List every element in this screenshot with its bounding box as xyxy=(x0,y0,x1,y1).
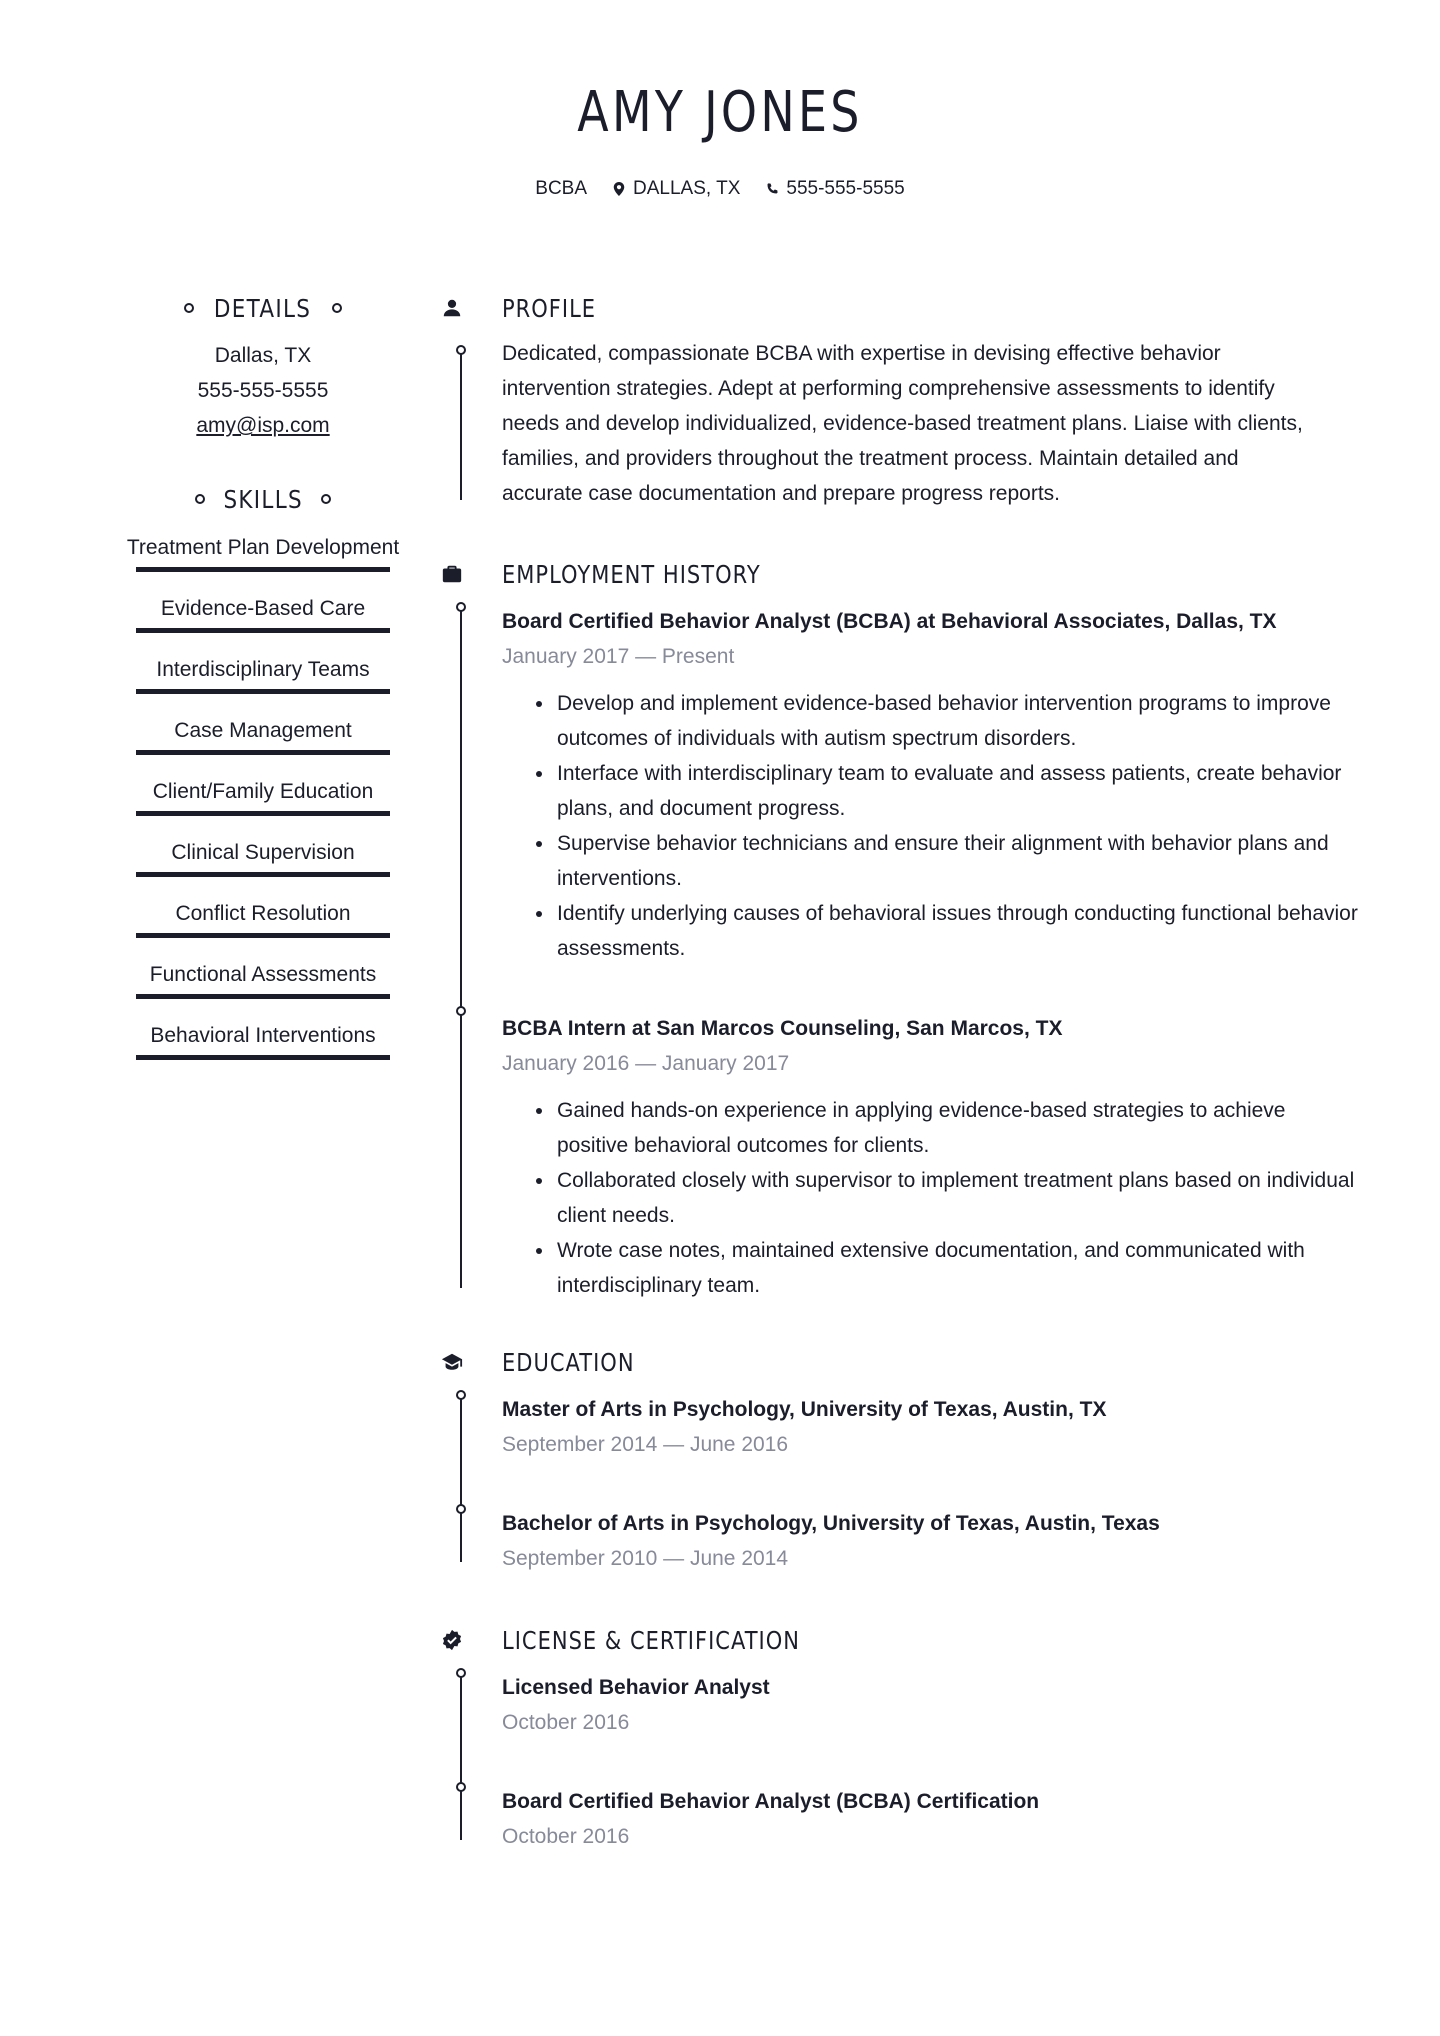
skill-bar xyxy=(136,567,390,572)
ring-icon xyxy=(184,303,194,313)
timeline-line xyxy=(460,352,462,500)
list-item: • Wrote case notes, maintained extensive documentation, and communicated with interdisciplinary team. xyxy=(555,1233,1360,1303)
license-title: Board Certified Behavior Analyst (BCBA) Certification xyxy=(502,1790,1040,1813)
skill-item: Interdisciplinary Teams xyxy=(110,651,416,694)
license-title: Licensed Behavior Analyst xyxy=(502,1676,770,1699)
skill-bar xyxy=(136,689,390,694)
timeline-node xyxy=(456,345,466,355)
skill-item: Evidence-Based Care xyxy=(110,590,416,633)
list-item: • Identify underlying causes of behavioral issues through conducting functional behavior assessments. xyxy=(555,896,1360,966)
badge-check-icon xyxy=(440,1628,464,1652)
skill-bar xyxy=(136,933,390,938)
ring-icon xyxy=(321,494,331,504)
job-title: BCBA Intern at San Marcos Counseling, San Marcos, TX xyxy=(502,1017,1063,1040)
degree-dates: September 2010 — June 2014 xyxy=(502,1547,789,1570)
phone-icon xyxy=(766,182,778,196)
timeline-node xyxy=(456,1782,466,1792)
job-dates: January 2017 — Present xyxy=(502,645,735,668)
skill-item: Conflict Resolution xyxy=(110,895,416,938)
details-phone: 555-555-5555 xyxy=(197,379,329,402)
details-heading: DETAILS xyxy=(110,290,416,326)
timeline-node xyxy=(456,602,466,612)
list-item: • Interface with interdisciplinary team to evaluate and assess patients, create behavior plans, and document progress. xyxy=(555,756,1360,826)
candidate-name: AMY JONES xyxy=(577,80,863,145)
job-bullets xyxy=(502,686,1360,966)
skill-bar xyxy=(136,1055,390,1060)
job-title xyxy=(535,178,587,200)
skill-item: Clinical Supervision xyxy=(110,834,416,877)
timeline-line xyxy=(460,1398,462,1562)
timeline-node xyxy=(456,1006,466,1016)
details-city: Dallas, TX xyxy=(214,344,312,367)
timeline-node xyxy=(456,1504,466,1514)
job-bullets xyxy=(502,1093,1360,1303)
location-text: DALLAS, TX xyxy=(633,178,741,199)
ring-icon xyxy=(332,303,342,313)
location xyxy=(613,178,740,200)
timeline-line xyxy=(460,1676,462,1840)
education-section xyxy=(440,1344,1360,1586)
license-dates: October 2016 xyxy=(502,1711,630,1734)
job-entry xyxy=(502,604,1360,966)
education-entry xyxy=(502,1392,1360,1462)
skill-item: Treatment Plan Development xyxy=(110,529,416,572)
education-heading: EDUCATION xyxy=(502,1347,635,1377)
ring-icon xyxy=(195,494,205,504)
employment-section xyxy=(440,556,1360,1318)
skill-bar xyxy=(136,628,390,633)
list-item: • Gained hands-on experience in applying evidence-based strategies to achieve positive behavioral outcomes for clients. xyxy=(555,1093,1360,1163)
degree-dates: September 2014 — June 2016 xyxy=(502,1433,789,1456)
license-heading: LICENSE & CERTIFICATION xyxy=(502,1625,800,1655)
list-item: • Collaborated closely with supervisor to implement treatment plans based on individual client needs. xyxy=(555,1163,1360,1233)
skill-item: Case Management xyxy=(110,712,416,755)
map-pin-icon xyxy=(613,182,625,196)
employment-heading: EMPLOYMENT HISTORY xyxy=(502,559,761,589)
person-icon xyxy=(440,296,464,320)
timeline-node xyxy=(456,1668,466,1678)
skill-bar xyxy=(136,750,390,755)
job-dates: January 2016 — January 2017 xyxy=(502,1052,790,1075)
timeline-node xyxy=(456,1390,466,1400)
education-entry xyxy=(502,1506,1360,1576)
phone-text: 555-555-5555 xyxy=(786,178,905,199)
job-title-text: BCBA xyxy=(535,178,588,199)
skill-item: Client/Family Education xyxy=(110,773,416,816)
degree-title: Bachelor of Arts in Psychology, University of Texas, Austin, Texas xyxy=(502,1512,1160,1535)
license-dates: October 2016 xyxy=(502,1825,630,1848)
details-list xyxy=(110,338,416,443)
main-content xyxy=(440,290,1360,1848)
license-section xyxy=(440,1622,1360,1848)
profile-summary: Dedicated, compassionate BCBA with expertise in devising effective behavior intervention strategies. Adept at performing comprehensive assessments to identify needs and develop individualized, evidence-based treatment plans. Liaise with clients, families, and providers throughout the treatment process. Maintain detailed and accurate case documentation and prepare progress reports. xyxy=(502,342,1303,505)
skill-bar xyxy=(136,811,390,816)
skills-heading: SKILLS xyxy=(110,481,416,517)
profile-section xyxy=(440,290,1360,530)
graduation-cap-icon xyxy=(440,1350,464,1374)
timeline-line xyxy=(460,610,462,1288)
skill-bar xyxy=(136,994,390,999)
details-email-link[interactable]: amy@isp.com xyxy=(196,414,330,437)
job-entry xyxy=(502,1011,1360,1303)
phone xyxy=(766,178,904,200)
list-item: • Develop and implement evidence-based behavior intervention programs to improve outcomes of individuals with autism spectrum disorders. xyxy=(555,686,1360,756)
license-entry xyxy=(502,1784,1360,1854)
briefcase-icon xyxy=(440,562,464,586)
degree-title: Master of Arts in Psychology, University of Texas, Austin, TX xyxy=(502,1398,1107,1421)
profile-heading: PROFILE xyxy=(502,293,597,323)
list-item: • Supervise behavior technicians and ensure their alignment with behavior plans and interventions. xyxy=(555,826,1360,896)
sidebar xyxy=(110,290,416,1078)
skill-item: Behavioral Interventions xyxy=(110,1017,416,1060)
license-entry xyxy=(502,1670,1360,1740)
job-title: Board Certified Behavior Analyst (BCBA) at Behavioral Associates, Dallas, TX xyxy=(502,610,1277,633)
skills-list xyxy=(110,529,416,1060)
contact-bar xyxy=(0,178,1440,200)
skill-bar xyxy=(136,872,390,877)
skill-item: Functional Assessments xyxy=(110,956,416,999)
